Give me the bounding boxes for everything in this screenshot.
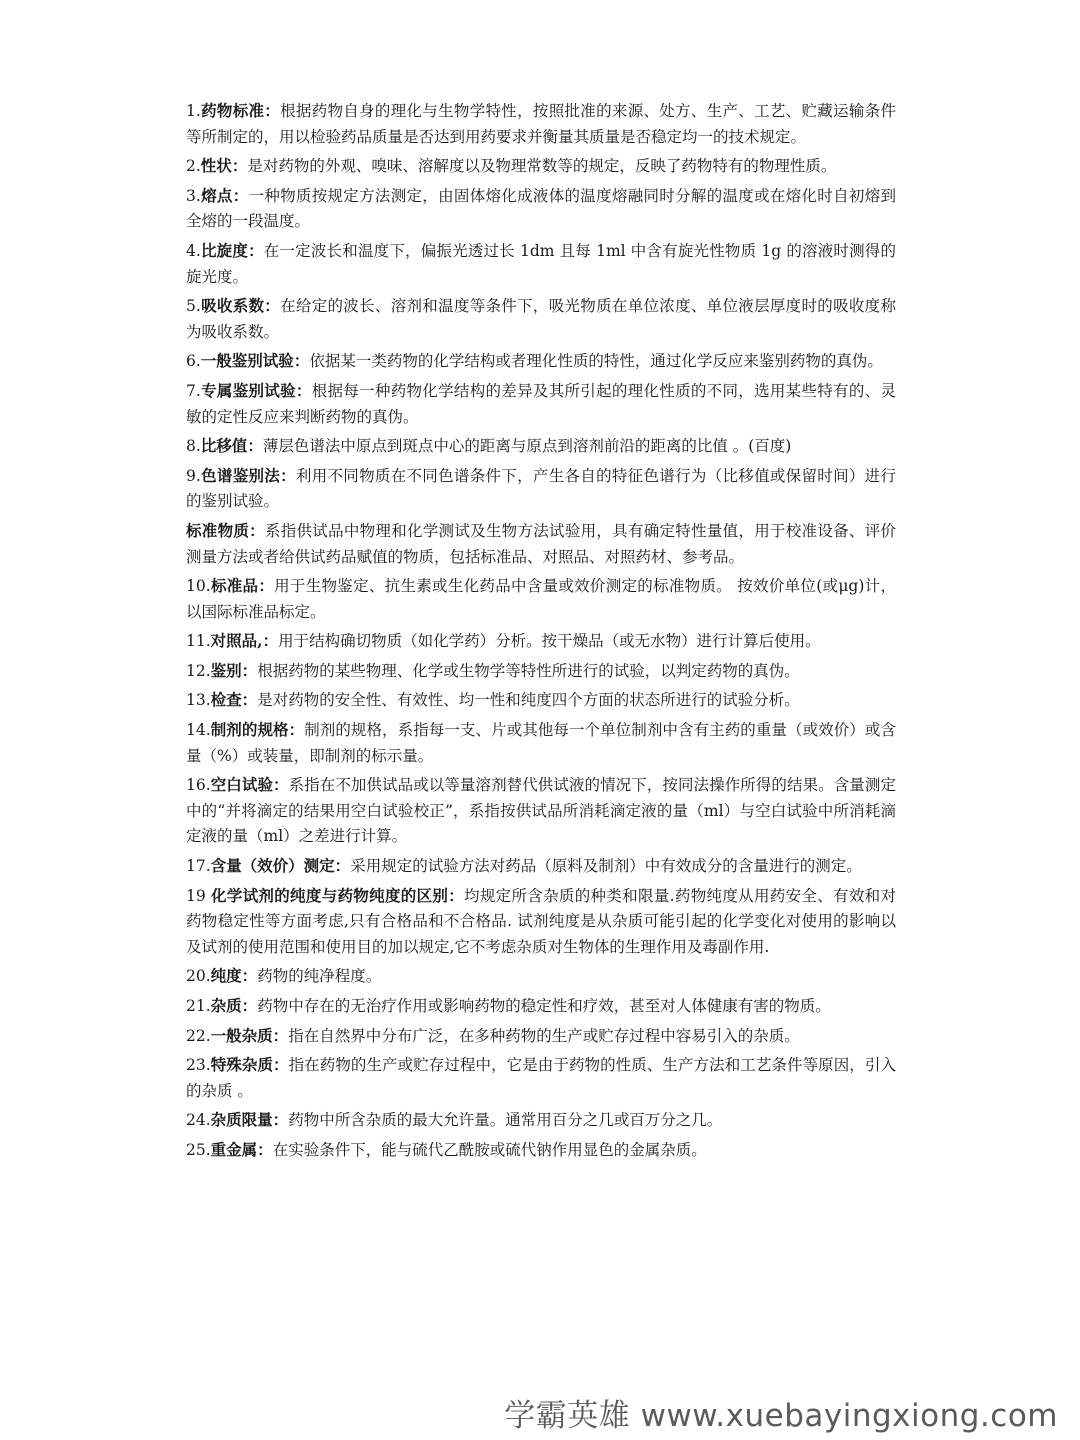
glossary-entry	[186, 433, 896, 460]
glossary-entry	[186, 183, 896, 235]
entry-term: 一般鉴别试验	[200, 351, 294, 371]
entry-definition: 是对药物的安全性、有效性、均一性和纯度四个方面的状态所进行的试验分析。	[257, 691, 800, 710]
entry-definition: 指在药物的生产或贮存过程中，它是由于药物的性质、生产方法和工艺条件等原因，引入的杂质 。	[186, 1056, 896, 1100]
glossary-entry	[186, 573, 896, 625]
glossary-entry	[186, 293, 896, 345]
entry-definition: 是对药物的外观、嗅味、溶解度以及物理常数等的规定，反映了药物特有的物理性质。	[247, 157, 837, 176]
glossary-entry	[186, 883, 896, 961]
glossary-entry	[186, 853, 896, 880]
entry-definition: 药物中所含杂质的最大允许量。通常用百分之几或百万分之几。	[288, 1111, 723, 1130]
glossary-entry	[186, 1023, 896, 1050]
entry-number: 3.	[186, 186, 201, 205]
entry-definition: 根据药物自身的理化与生物学特性，按照批准的来源、处方、生产、工艺、贮藏运输条件等所制定的，用以检验药品质量是否达到用药要求并衡量其质量是否稳定均一的技术规定。	[186, 102, 896, 146]
entry-separator: ：	[241, 996, 258, 1015]
entry-number: 13.	[186, 691, 211, 710]
entry-separator: ：	[295, 380, 312, 400]
entry-separator: ：	[232, 185, 249, 205]
glossary-entry	[186, 98, 896, 150]
entry-number: 25.	[186, 1140, 211, 1159]
entry-definition: 一种物质按规定方法测定，由固体熔化成液体的温度熔融同时分解的温度或在熔化时自初熔到全熔的一段温度。	[186, 186, 896, 231]
entry-separator: ：	[249, 520, 265, 540]
entry-term: 吸收系数	[200, 296, 265, 316]
entry-term: 标准品	[210, 576, 259, 596]
entry-number: 6.	[186, 352, 201, 371]
entry-term: 对照品	[210, 631, 258, 651]
entry-number: 2.	[186, 157, 201, 176]
entry-definition: 药物中存在的无治疗作用或影响药物的稳定性和疗效，甚至对人体健康有害的物质。	[257, 997, 831, 1015]
entry-number: 24.	[186, 1111, 211, 1130]
entry-separator: ,：	[257, 631, 279, 651]
entry-term: 比移值	[200, 436, 248, 456]
entry-separator: ：	[272, 1025, 289, 1045]
entry-definition: 薄层色谱法中原点到斑点中心的距离与原点到溶剂前沿的距离的比值 。(百度)	[262, 437, 792, 456]
entry-term: 色谱鉴别法	[200, 465, 281, 485]
entry-definition: 在给定的波长、溶剂和温度等条件下，吸光物质在单位浓度、单位液层厚度时的吸收度称为吸收系数。	[186, 297, 896, 341]
entry-definition: 根据药物的某些物理、化学或生物学等特性所进行的试验，以判定药物的真伪。	[257, 661, 800, 680]
entry-term: 杂质限量	[210, 1110, 273, 1130]
entry-term: 熔点	[200, 185, 233, 205]
glossary-entry	[186, 658, 896, 685]
entry-separator: ：	[241, 660, 258, 680]
entry-number: 12.	[186, 661, 211, 680]
entry-term: 特殊杂质	[210, 1055, 274, 1075]
entry-number: 16.	[186, 776, 211, 795]
entry-term: 检查	[210, 690, 242, 710]
entry-definition: 在实验条件下，能与硫代乙酰胺或硫代钠作用显色的金属杂质。	[272, 1140, 707, 1159]
glossary-entry	[186, 238, 896, 290]
glossary-entry	[186, 628, 896, 655]
entry-term: 空白试验	[210, 775, 274, 795]
entry-separator: ：	[231, 156, 248, 176]
entry-term: 重金属	[210, 1139, 258, 1159]
glossary-entry	[186, 993, 896, 1020]
entry-number: 22.	[186, 1026, 211, 1045]
entry-term: 化学试剂的纯度与药物纯度的区别	[210, 885, 449, 905]
entry-term: 比旋度	[200, 240, 249, 260]
glossary-entry	[186, 963, 896, 990]
entry-term: 专属鉴别试验	[200, 380, 296, 400]
entry-term: 一般杂质	[210, 1025, 273, 1045]
entry-number: 9.	[186, 466, 201, 485]
entry-number: 11.	[186, 632, 211, 651]
glossary-entry	[186, 687, 896, 714]
entry-definition: 均规定所含杂质的种类和限量.药物纯度从用药安全、有效和对药物稳定性等方面考虑,只有合格品和不合格品. 试剂纯度是从杂质可能引起的化学变化对使用的影响以及试剂的使用范围和使用目的加以规定,它不考虑杂质对生物体的生理作用及毒副作用.	[186, 886, 896, 956]
entry-separator: ：	[264, 296, 281, 316]
entry-term: 杂质	[210, 996, 242, 1015]
entry-separator: ：	[241, 690, 258, 710]
entry-separator: ：	[280, 465, 296, 485]
entry-separator: ：	[273, 1055, 289, 1075]
entry-definition: 系指在不加供试品或以等量溶剂替代供试液的情况下，按同法操作所得的结果。含量测定中的“并将滴定的结果用空白试验校正”，系指按供试品所消耗滴定液的量（ml）与空白试验中所消耗滴定液的量（ml）之差进行计算。	[186, 776, 896, 846]
entry-number: 8.	[186, 437, 201, 456]
glossary-entry	[186, 1137, 896, 1164]
entry-separator: ：	[258, 576, 275, 596]
glossary-entry	[186, 518, 896, 570]
entry-definition: 用于结构确切物质（如化学药）分析。按干燥品（或无水物）进行计算后使用。	[278, 632, 821, 651]
entry-number: 1.	[186, 102, 201, 120]
entry-term: 制剂的规格	[210, 720, 289, 740]
entry-separator: ：	[334, 856, 351, 876]
entry-definition: 指在自然界中分布广泛，在多种药物的生产或贮存过程中容易引入的杂质。	[288, 1026, 800, 1045]
entry-term: 鉴别	[210, 660, 242, 680]
entry-definition: 采用规定的试验方法对药品（原料及制剂）中有效成分的含量进行的测定。	[350, 857, 862, 876]
entry-number: 19	[186, 886, 211, 905]
glossary-entry	[186, 153, 896, 180]
entry-separator: ：	[247, 436, 263, 456]
entry-term: 性状	[200, 156, 232, 176]
entry-definition: 系指供试品中物理和化学测试及生物方法试验用，具有确定特性量值，用于校准设备、评价测量方法或者给供试药品赋值的物质，包括标准品、对照品、对照药材、参考品。	[186, 521, 896, 566]
glossary-entry	[186, 1052, 896, 1104]
entry-term: 含量（效价）测定	[210, 856, 335, 876]
glossary-entry	[186, 1107, 896, 1134]
entry-definition: 药物的纯净程度。	[257, 967, 382, 986]
glossary-entry	[186, 463, 896, 515]
entry-separator: ：	[288, 720, 305, 740]
entry-definition: 根据每一种药物化学结构的差异及其所引起的理化性质的不同，选用某些特有的、灵敏的定性反应来判断药物的真伪。	[186, 381, 896, 426]
site-watermark: 学霸英雄 www.xuebayingxiong.com	[504, 1398, 1058, 1434]
entry-number: 17.	[186, 857, 211, 876]
entry-number: 21.	[186, 997, 211, 1015]
entry-number: 14.	[186, 721, 211, 740]
entry-separator: ：	[448, 885, 465, 905]
glossary-entry	[186, 772, 896, 850]
entry-separator: ：	[264, 101, 281, 120]
entry-definition: 依据某一类药物的化学结构或者理化性质的特性，通过化学反应来鉴别药物的真伪。	[309, 352, 883, 371]
entry-number: 23.	[186, 1056, 211, 1075]
entry-term: 药物标准	[200, 101, 265, 120]
entry-number: 4.	[186, 241, 201, 260]
entry-number: 7.	[186, 381, 201, 400]
entry-number: 20.	[186, 967, 211, 986]
entry-number: 5.	[186, 297, 201, 316]
entry-separator: ：	[272, 1110, 289, 1130]
entry-definition: 制剂的规格，系指每一支、片或其他每一个单位制剂中含有主药的重量（或效价）或含量（%）或装量，即制剂的标示量。	[186, 721, 896, 765]
glossary-entry	[186, 348, 896, 375]
entry-separator: ：	[273, 775, 289, 795]
entry-term: 纯度	[210, 966, 242, 986]
glossary-list	[186, 98, 896, 1167]
entry-separator: ：	[241, 966, 258, 986]
entry-separator: ：	[293, 351, 310, 371]
entry-definition: 用于生物鉴定、抗生素或生化药品中含量或效价测定的标准物质。 按效价单位(或μg)计，以国际标准品标定。	[186, 577, 896, 621]
entry-definition: 在一定波长和温度下，偏振光透过长 1dm 且每 1ml 中含有旋光性物质 1g 的溶液时测得的旋光度。	[186, 241, 896, 286]
entry-separator: ：	[257, 1139, 273, 1159]
glossary-entry	[186, 378, 896, 430]
entry-separator: ：	[248, 240, 264, 260]
entry-definition: 利用不同物质在不同色谱条件下，产生各自的特征色谱行为（比移值或保留时间）进行的鉴别试验。	[186, 466, 896, 511]
entry-number: 10.	[186, 577, 211, 596]
entry-term: 标准物质	[186, 520, 250, 540]
glossary-entry	[186, 717, 896, 769]
